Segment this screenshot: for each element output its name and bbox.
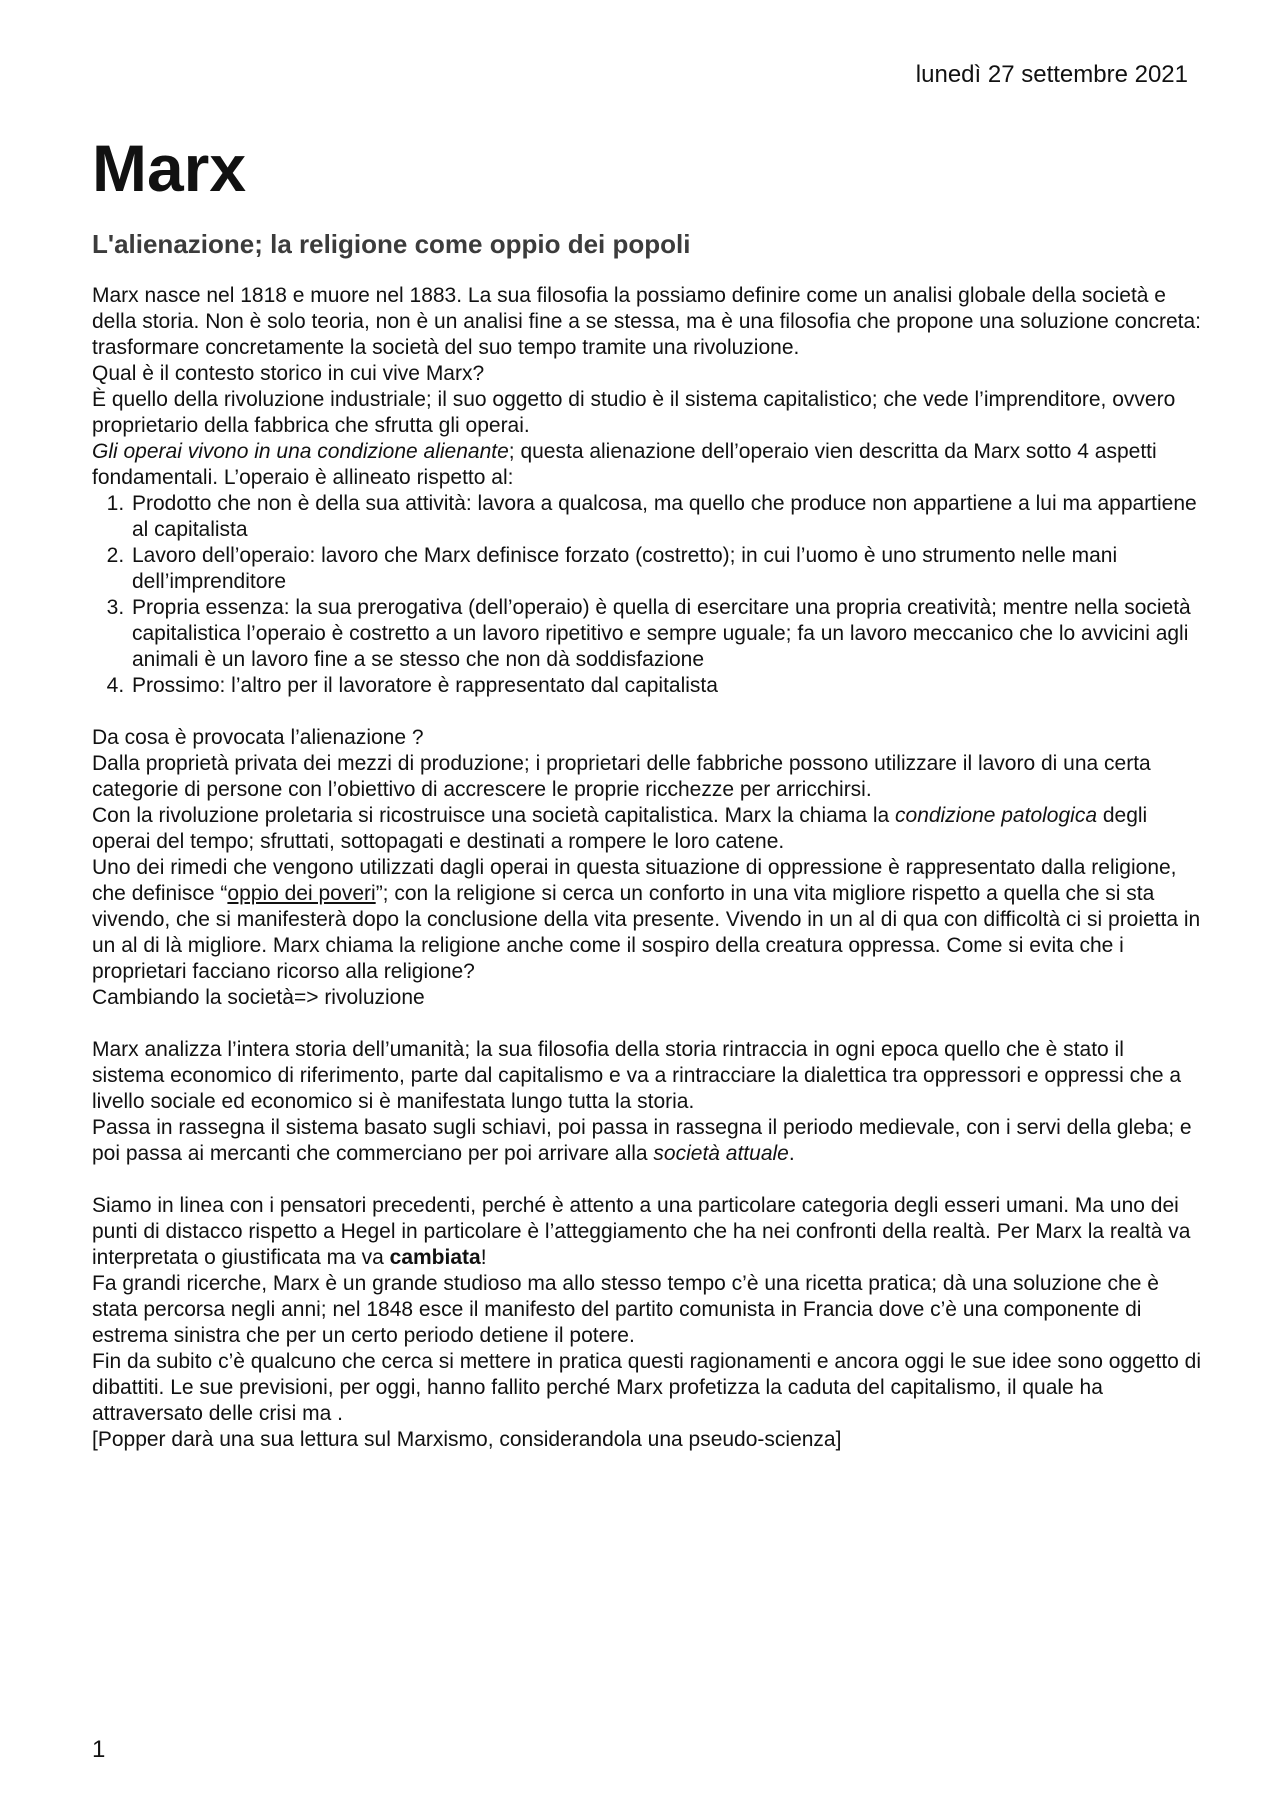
- emphasis-alienating-condition: Gli operai vivono in una condizione alienante: [92, 440, 509, 463]
- date-header: lunedì 27 settembre 2021: [915, 61, 1188, 88]
- list-item: 2. Lavoro dell’operaio: lavoro che Marx definisce forzato (costretto); in cui l’uomo è uno strumento nelle mani dell’imprenditore: [130, 543, 1202, 595]
- paragraph-history: Marx analizza l’intera storia dell’umanità; la sua filosofia della storia rintraccia in ogni epoca quello che è stato il sistema economico di riferimento, parte dal capitalismo e va a rintracciare la dialettica tra oppressori e oppressi che a livello sociale ed economico si è manifestata lungo tutta la storia.: [92, 1038, 1182, 1113]
- paragraph-question-cause: Da cosa è provocata l’alienazione ?: [92, 726, 424, 749]
- spacer: [92, 1011, 1202, 1037]
- list-item: 3. Propria essenza: la sua prerogativa (dell’operaio) è quella di esercitare una propria creatività; mentre nella società capitalistica l’operaio è costretto a un lavoro ripetitivo e sempre uguale; fa un lavoro meccanico che lo avvicini agli animali è un lavoro fine a se stesso che non dà soddisfazione: [130, 595, 1202, 673]
- page-subtitle: L'alienazione; la religione come oppio dei popoli: [92, 229, 691, 259]
- list-item: 4. Prossimo: l’altro per il lavoratore è rappresentato dal capitalista: [130, 673, 1202, 699]
- spacer: [92, 1167, 1202, 1193]
- paragraph-predictions: Fin da subito c’è qualcuno che cerca si mettere in pratica questi ragionamenti e ancora oggi le sue idee sono oggetto di dibattiti. Le sue previsioni, per oggi, hanno fallito perché Marx profetizza la caduta del capitalismo, il quale ha attraversato delle crisi ma .: [92, 1350, 1202, 1425]
- text-run: .: [788, 1142, 795, 1165]
- page-number: 1: [92, 1736, 106, 1763]
- document-body: [92, 283, 1202, 1453]
- emphasis-pathological-condition: condizione patologica: [895, 804, 1097, 827]
- paragraph-context: È quello della rivoluzione industriale; il suo oggetto di studio è il sistema capitalistico; che vede l’imprenditore, ovvero proprietario della fabbrica che sfrutta gli operai.: [92, 388, 1176, 437]
- emphasis-current-society: società attuale: [653, 1142, 789, 1165]
- text-run: Siamo in linea con i pensatori precedenti, perché è attento a una particolare categoria degli esseri umani. Ma uno dei punti di distacco rispetto a Hegel in particolare è l’atteggiamento che ha nei confronti della realtà. Per Marx la realtà va interpretata o giustificata ma va: [92, 1194, 1191, 1269]
- paragraph-popper: [Popper darà una sua lettura sul Marxismo, considerandola una pseudo-scienza]: [92, 1428, 842, 1451]
- paragraph-question-context: Qual è il contesto storico in cui vive Marx?: [92, 362, 485, 385]
- paragraph-alienation-text: ; questa alienazione dell’operaio vien descritta da Marx sotto 4 aspetti fondamentali. L’operaio è allineato rispetto al:: [92, 440, 1157, 489]
- list-item: 1. Prodotto che non è della sua attività: lavora a qualcosa, ma quello che produce non appartiene a lui ma appartiene al capitalista: [130, 491, 1202, 543]
- text-run: ”; con la religione si cerca un conforto in una vita migliore rispetto a quella che si sta vivendo, che si manifesterà dopo la conclusione della vita presente. Vivendo in un al di qua con difficoltà ci si proietta in un al di là migliore. Marx chiama la religione anche come il sospiro della creatura oppressa. Come si evita che i proprietari facciano ricorso alla religione?: [92, 882, 1201, 983]
- paragraph-hegel: [92, 1193, 1202, 1271]
- text-run: Con la rivoluzione proletaria si ricostruisce una società capitalistica. Marx la chiama la: [92, 804, 896, 827]
- text-run: Uno dei rimedi che vengono utilizzati dagli operai in questa situazione di oppressione è rappresentato dalla religione, che definisce “: [92, 856, 1177, 905]
- underlined-opium-of-poor: oppio dei poveri: [227, 882, 376, 905]
- bold-changed: cambiata: [389, 1246, 481, 1269]
- paragraph-religion: [92, 855, 1202, 985]
- text-run: !: [480, 1246, 487, 1269]
- paragraph-answer: Cambiando la società=> rivoluzione: [92, 986, 425, 1009]
- spacer: [92, 699, 1202, 725]
- paragraph-cause: Dalla proprietà privata dei mezzi di produzione; i proprietari delle fabbriche possono utilizzare il lavoro di una certa categorie di persone con l’obiettivo di accrescere le proprie ricchezze per arricchirsi.: [92, 752, 1151, 801]
- paragraph-revolution: [92, 803, 1202, 855]
- text-run: Passa in rassegna il sistema basato sugli schiavi, poi passa in rassegna il periodo medievale, con i servi della gleba; e poi passa ai mercanti che commerciano per poi arrivare alla: [92, 1116, 1192, 1165]
- aspects-list: [92, 491, 1202, 699]
- page-title: Marx: [92, 131, 247, 205]
- paragraph-eras: [92, 1115, 1202, 1167]
- text-run: degli operai del tempo; sfruttati, sottopagati e destinati a rompere le loro catene.: [92, 804, 1148, 853]
- paragraph-intro: Marx nasce nel 1818 e muore nel 1883. La sua filosofia la possiamo definire come un analisi globale della società e della storia. Non è solo teoria, non è un analisi fine a se stessa, ma è una filosofia che propone una soluzione concreta: trasformare concretamente la società del suo tempo tramite una rivoluzione.: [92, 284, 1202, 359]
- paragraph-alienation: [92, 439, 1202, 491]
- paragraph-research: Fa grandi ricerche, Marx è un grande studioso ma allo stesso tempo c’è una ricetta pratica; dà una soluzione che è stata percorsa negli anni; nel 1848 esce il manifesto del partito comunista in Francia dove c’è una componente di estrema sinistra che per un certo periodo detiene il potere.: [92, 1272, 1159, 1347]
